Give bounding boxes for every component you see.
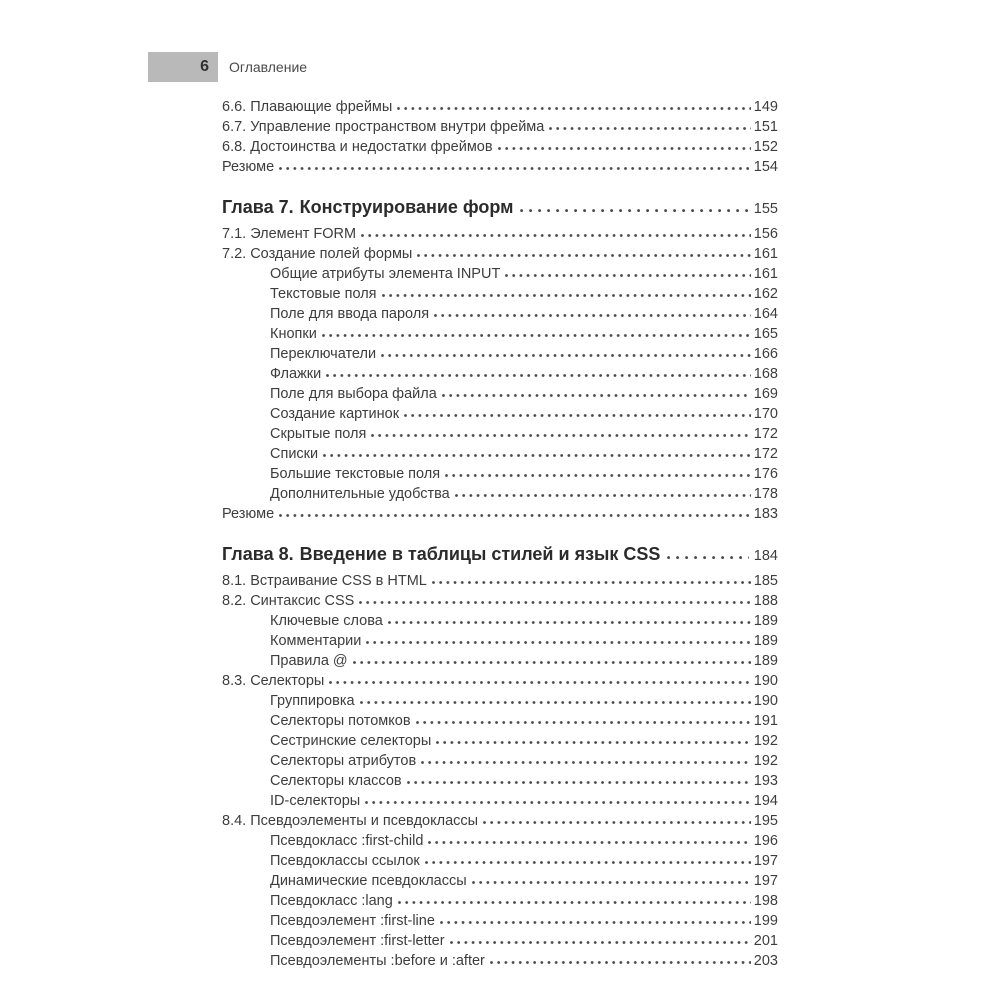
toc-entry-page-number: 176 xyxy=(753,466,778,482)
dot-leader xyxy=(279,159,751,171)
toc-entry-page-number: 197 xyxy=(753,853,778,869)
toc-entry-title: Резюме xyxy=(222,506,275,522)
toc-entry xyxy=(222,117,778,137)
dot-leader xyxy=(455,486,751,498)
toc-entry-title: Поле для выбора файла xyxy=(270,386,437,402)
toc-entry-page-number: 161 xyxy=(753,266,778,282)
chapter-title: Введение в таблицы стилей и язык CSS xyxy=(299,544,661,564)
dot-leader xyxy=(434,306,751,318)
toc-entry xyxy=(222,324,778,344)
chapter-number-label: Глава 8. xyxy=(222,544,294,564)
dot-leader xyxy=(442,386,751,398)
toc-entry-page-number: 199 xyxy=(753,913,778,929)
toc-entry xyxy=(222,791,778,811)
dot-leader xyxy=(397,99,750,111)
toc-entry-title: Кнопки xyxy=(270,326,317,342)
toc-entry xyxy=(222,591,778,611)
toc-entry-title: Правила @ xyxy=(270,653,348,669)
dot-leader xyxy=(365,793,751,805)
dot-leader xyxy=(366,633,750,645)
toc-entry xyxy=(222,304,778,324)
toc-entry-title: Селекторы атрибутов xyxy=(270,753,417,769)
dot-leader xyxy=(404,406,751,418)
dot-leader xyxy=(353,653,751,665)
toc-entry-page-number: 185 xyxy=(753,573,778,589)
toc-entry-title: Дополнительные удобства xyxy=(270,486,450,502)
toc-entry-title: Списки xyxy=(270,446,319,462)
toc-entry-page-number: 195 xyxy=(753,813,778,829)
dot-leader xyxy=(407,773,751,785)
dot-leader xyxy=(417,246,750,258)
dot-leader xyxy=(483,813,751,825)
toc-entry xyxy=(222,951,778,971)
toc-entry-title: 8.2. Синтаксис CSS xyxy=(222,593,355,609)
toc-entry xyxy=(222,871,778,891)
toc-entry-title: Скрытые поля xyxy=(270,426,367,442)
dot-leader xyxy=(361,226,751,238)
toc-entry-page-number: 196 xyxy=(753,833,778,849)
toc-entry-page-number: 188 xyxy=(753,593,778,609)
dot-leader xyxy=(279,506,751,518)
toc-entry xyxy=(222,831,778,851)
toc-entry-title: 6.7. Управление пространством внутри фрейма xyxy=(222,119,545,135)
toc-entry xyxy=(222,504,778,524)
toc-entry-page-number: 189 xyxy=(753,613,778,629)
toc-entry-title: Резюме xyxy=(222,159,275,175)
toc-entry xyxy=(222,671,778,691)
toc-entry xyxy=(222,344,778,364)
toc-entry-title: Сестринские селекторы xyxy=(270,733,432,749)
dot-leader xyxy=(360,693,751,705)
toc-entry-title: 8.3. Селекторы xyxy=(222,673,325,689)
toc-entry-page-number: 161 xyxy=(753,246,778,262)
toc-entry-title: Псевдокласс :lang xyxy=(270,893,393,909)
toc-entry-title: Динамические псевдоклассы xyxy=(270,873,467,889)
toc-entry-title: Комментарии xyxy=(270,633,362,649)
chapter-page-number: 184 xyxy=(753,548,778,564)
chapter-page-number: 155 xyxy=(753,201,778,217)
toc-entry-page-number: 154 xyxy=(753,159,778,175)
dot-leader xyxy=(520,201,748,213)
toc-entry-page-number: 190 xyxy=(753,693,778,709)
toc-entry-title: 8.1. Встраивание CSS в HTML xyxy=(222,573,427,589)
dot-leader xyxy=(381,346,751,358)
toc-entry-title: Псевдоэлементы :before и :after xyxy=(270,953,485,969)
chapter-title: Конструирование форм xyxy=(299,197,514,217)
dot-leader xyxy=(398,893,751,905)
toc-entry-title: Ключевые слова xyxy=(270,613,383,629)
page-number: 6 xyxy=(200,58,209,75)
toc-entry-page-number: 189 xyxy=(753,653,778,669)
toc-entry-title: 6.6. Плавающие фреймы xyxy=(222,99,393,115)
toc-entry-page-number: 192 xyxy=(753,753,778,769)
toc-entry-title: 7.2. Создание полей формы xyxy=(222,246,413,262)
toc-entry xyxy=(222,284,778,304)
dot-leader xyxy=(498,139,751,151)
toc-entry xyxy=(222,691,778,711)
toc-entry xyxy=(222,404,778,424)
toc-entry-page-number: 172 xyxy=(753,446,778,462)
running-header-title: Оглавление xyxy=(229,59,308,75)
toc-entry-title: Поле для ввода пароля xyxy=(270,306,430,322)
dot-leader xyxy=(549,119,750,131)
dot-leader xyxy=(425,853,751,865)
dot-leader xyxy=(388,613,751,625)
toc-entry-page-number: 189 xyxy=(753,633,778,649)
toc-entry-page-number: 152 xyxy=(753,139,778,155)
toc-section xyxy=(222,542,778,971)
toc-entry-page-number: 190 xyxy=(753,673,778,689)
dot-leader xyxy=(329,673,750,685)
toc-entry xyxy=(222,244,778,264)
toc-entry xyxy=(222,224,778,244)
toc-entry xyxy=(222,97,778,117)
toc-entry-page-number: 151 xyxy=(753,119,778,135)
dot-leader xyxy=(371,426,750,438)
dot-leader xyxy=(445,466,751,478)
toc-entry xyxy=(222,771,778,791)
toc-entry-title: Псевдоэлемент :first-letter xyxy=(270,933,445,949)
toc-entry-title: 6.8. Достоинства и недостатки фреймов xyxy=(222,139,493,155)
toc-entry-page-number: 197 xyxy=(753,873,778,889)
toc-entry-title: 7.1. Элемент FORM xyxy=(222,226,357,242)
toc-entry xyxy=(222,651,778,671)
toc-entry-page-number: 162 xyxy=(753,286,778,302)
toc-entry xyxy=(222,571,778,591)
toc-entry xyxy=(222,891,778,911)
dot-leader xyxy=(382,286,751,298)
toc-entry xyxy=(222,157,778,177)
toc-entry-page-number: 194 xyxy=(753,793,778,809)
toc-entry xyxy=(222,631,778,651)
toc-entry xyxy=(222,751,778,771)
toc-entry xyxy=(222,851,778,871)
dot-leader xyxy=(436,733,751,745)
dot-leader xyxy=(428,833,750,845)
dot-leader xyxy=(450,933,751,945)
toc-entry-title: Псевдоклассы ссылок xyxy=(270,853,420,869)
toc-entry-page-number: 165 xyxy=(753,326,778,342)
toc-section xyxy=(222,195,778,524)
dot-leader xyxy=(490,953,751,965)
toc-entry-title: Переключатели xyxy=(270,346,377,362)
toc-entry xyxy=(222,811,778,831)
toc-entry xyxy=(222,711,778,731)
dot-leader xyxy=(323,446,751,458)
dot-leader xyxy=(667,548,748,560)
toc-entry-page-number: 166 xyxy=(753,346,778,362)
toc-entry-page-number: 169 xyxy=(753,386,778,402)
dot-leader xyxy=(326,366,751,378)
toc-entry-page-number: 198 xyxy=(753,893,778,909)
toc-entry-title: Псевдоэлемент :first-line xyxy=(270,913,435,929)
toc-entry-page-number: 156 xyxy=(753,226,778,242)
dot-leader xyxy=(416,713,751,725)
toc-entry-title: Группировка xyxy=(270,693,355,709)
toc-entry-title: Создание картинок xyxy=(270,406,400,422)
toc-entry-page-number: 192 xyxy=(753,733,778,749)
toc-entry-page-number: 201 xyxy=(753,933,778,949)
dot-leader xyxy=(440,913,751,925)
toc-entry xyxy=(222,611,778,631)
toc-entry-title: 8.4. Псевдоэлементы и псевдоклассы xyxy=(222,813,479,829)
toc-entry xyxy=(222,384,778,404)
toc-entry-page-number: 178 xyxy=(753,486,778,502)
toc-entry-page-number: 149 xyxy=(753,99,778,115)
dot-leader xyxy=(505,266,750,278)
running-header xyxy=(148,52,307,82)
toc-entry xyxy=(222,911,778,931)
toc-entry xyxy=(222,444,778,464)
toc-entry xyxy=(222,364,778,384)
toc-entry-title: Общие атрибуты элемента INPUT xyxy=(270,266,501,282)
page-number-badge xyxy=(148,52,218,82)
toc-chapter-heading xyxy=(222,542,778,569)
toc-entry xyxy=(222,424,778,444)
toc-section xyxy=(222,97,778,177)
toc-entry-title: Псевдокласс :first-child xyxy=(270,833,424,849)
toc-entry-page-number: 193 xyxy=(753,773,778,789)
toc-entry-title: Большие текстовые поля xyxy=(270,466,441,482)
dot-leader xyxy=(322,326,751,338)
toc-entry-page-number: 164 xyxy=(753,306,778,322)
toc-entry-title: ID-селекторы xyxy=(270,793,361,809)
toc-entry xyxy=(222,264,778,284)
dot-leader xyxy=(359,593,751,605)
toc-entry-title: Селекторы потомков xyxy=(270,713,411,729)
toc-entry-title: Флажки xyxy=(270,366,322,382)
toc-entry xyxy=(222,731,778,751)
toc-entry-title: Селекторы классов xyxy=(270,773,402,789)
toc-entry-page-number: 172 xyxy=(753,426,778,442)
toc-entry-title: Текстовые поля xyxy=(270,286,377,302)
toc-entry-page-number: 203 xyxy=(753,953,778,969)
dot-leader xyxy=(421,753,751,765)
toc-entry xyxy=(222,137,778,157)
dot-leader xyxy=(472,873,751,885)
toc-entry-page-number: 170 xyxy=(753,406,778,422)
toc-entry xyxy=(222,484,778,504)
toc-entry-page-number: 183 xyxy=(753,506,778,522)
table-of-contents xyxy=(222,97,778,971)
toc-chapter-heading xyxy=(222,195,778,222)
toc-entry-page-number: 191 xyxy=(753,713,778,729)
chapter-number-label: Глава 7. xyxy=(222,197,294,217)
toc-entry-page-number: 168 xyxy=(753,366,778,382)
toc-entry xyxy=(222,931,778,951)
dot-leader xyxy=(432,573,751,585)
toc-entry xyxy=(222,464,778,484)
